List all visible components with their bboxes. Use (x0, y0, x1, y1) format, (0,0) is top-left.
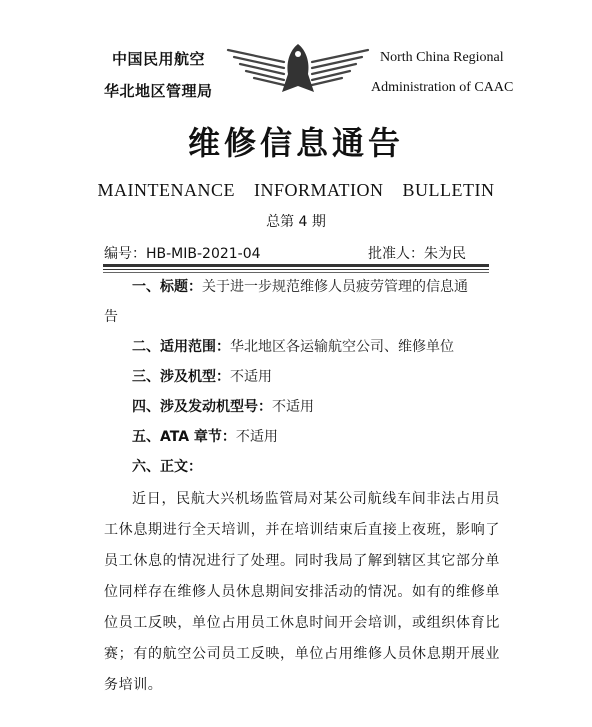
org-name-zh-line1: 中国民用航空 (112, 50, 206, 68)
header-divider-thick (103, 264, 489, 267)
section-scope-label: 二、适用范围： (132, 339, 230, 355)
section-engine-label: 四、涉及发动机型号： (132, 399, 272, 415)
section-title-continuation: 告 (104, 309, 118, 325)
section-ata-label: 五、ATA 章节： (132, 429, 236, 445)
bulletin-number-label: 编号： (104, 246, 146, 262)
approver (368, 243, 466, 263)
section-body-heading (104, 452, 500, 482)
section-ata-value: 不适用 (235, 429, 278, 445)
section-title (104, 272, 500, 302)
approver-label: 批准人： (368, 246, 424, 262)
org-name-en-line1: North China Regional (380, 50, 504, 65)
approver-value: 朱为民 (424, 246, 466, 262)
bulletin-title-zh: 维修信息通告 (187, 124, 404, 162)
bulletin-title-en: MAINTENANCE INFORMATION BULLETIN (97, 180, 495, 200)
section-title-label: 一、标题： (132, 279, 202, 295)
issue-number: 总第 4 期 (266, 214, 326, 230)
header-divider-thin (103, 269, 489, 270)
section-engine-value: 不适用 (272, 399, 314, 415)
section-title-value: 关于进一步规范维修人员疲劳管理的信息通 (202, 279, 468, 295)
section-aircraft-value: 不适用 (230, 369, 272, 385)
body-paragraph: 近日，民航大兴机场监管局对某公司航线车间非法占用员工休息期进行全天培训，并在培训结束后直接上夜班，影响了员工休息的情况进行了处理。同时我局了解到辖区其它部分单位同样存在维修人员休息期间安排活动的情况。如有的维修单位员工反映，单位占用员工休息时间开会培训，或组织体育比赛；有的航空公司员工反映，单位占用维修人员休息期开展业务培训。 (104, 491, 500, 693)
section-scope-value: 华北地区各运输航空公司、维修单位 (230, 339, 454, 355)
org-name-zh-line2: 华北地区管理局 (104, 82, 213, 100)
section-engine (104, 392, 500, 422)
section-aircraft (104, 362, 500, 392)
org-name-en-line2: Administration of CAAC (371, 80, 514, 95)
section-aircraft-label: 三、涉及机型： (132, 369, 230, 385)
bulletin-body (104, 272, 500, 701)
section-body-label: 六、正文： (132, 459, 202, 475)
caac-wings-emblem-icon (224, 40, 372, 96)
bulletin-number-value: HB-MIB-2021-04 (146, 246, 261, 262)
bulletin-number (104, 243, 261, 263)
section-scope (104, 332, 500, 362)
section-ata (104, 422, 500, 452)
